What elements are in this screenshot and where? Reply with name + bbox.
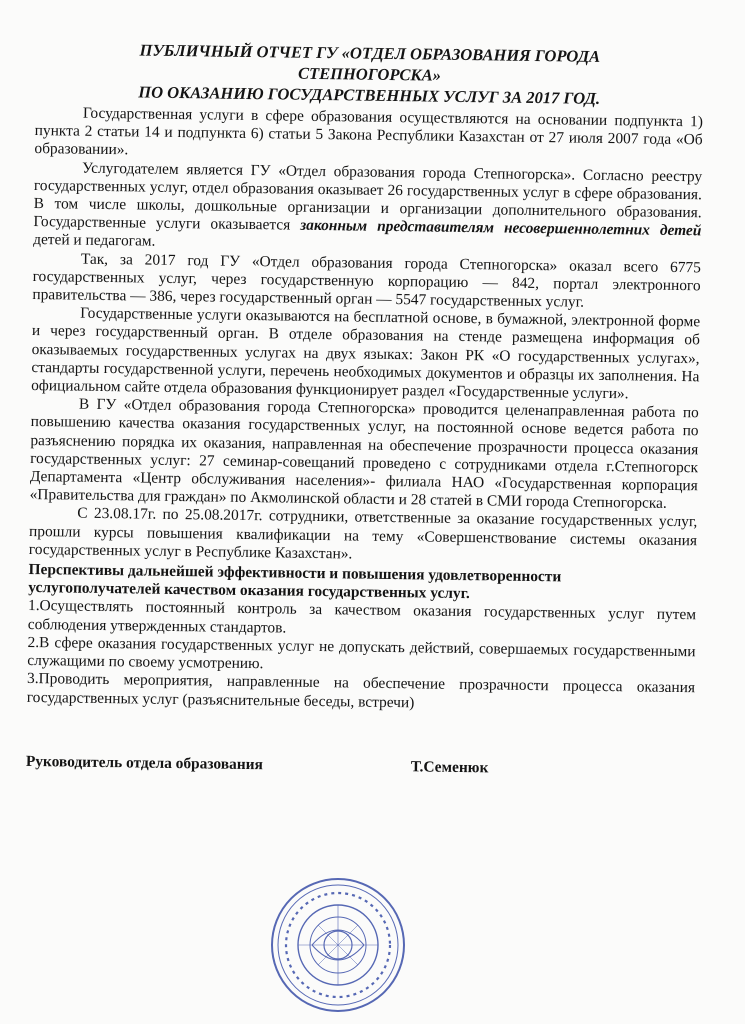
paragraph-service-provider bbox=[33, 159, 702, 259]
title-line-3: ПО ОКАЗАНИЮ ГОСУДАРСТВЕННЫХ УСЛУГ ЗА 2017 ГОД. bbox=[138, 82, 601, 108]
paragraph-service-forms: Государственные услуги оказываются на бесплатной основе, в бумажной, электронной форме и через государственный орган. В отделе образования на стенде размещена информация об оказываемых государственных услугах на двух языках: Закон РК «О государственных услугах», стандарты государственной услуги, перечень необходимых документов и образцы их заполнения. На официальном сайте отдела образования функционирует раздел «Государственные услуги». bbox=[31, 304, 701, 403]
paragraph-text: Услугодателем является ГУ «Отдел образования города Степногорска». Согласно реестру государственных услуг, отдел образования оказывает 26 государственных услуг в сфере образования. В том числе школы, дошкольные организации и организации дополнительного образования. Государственные услуги оказывается bbox=[33, 159, 703, 234]
paragraph-training: С 23.08.17г. по 25.08.2017г. сотрудники, ответственные за оказание государственных услуг, прошли курсы повышения квалификации на тему «Совершенствование системы оказания государственных услуг в Республике Казахстан». bbox=[28, 505, 698, 563]
paragraph-text: детей и педагогам. bbox=[33, 231, 156, 251]
document-sheet bbox=[26, 38, 704, 786]
perspective-item-2: 2.В сфере оказания государственных услуг не допускать действий, совершаемых государственными служащими по своему усмотрению. bbox=[27, 633, 696, 673]
emphasized-text: законным представителям несовершеннолетних детей bbox=[300, 216, 702, 240]
paragraph-legal-basis: Государственная услуги в сфере образования осуществляются на основании подпункта 1) пункта 2 статьи 14 и подпункта 6) статьи 5 Закона Республики Казахстан от 27 июля 2007 года «Об образовании». bbox=[34, 104, 704, 159]
signatory-name: Т.Семенюк bbox=[410, 758, 489, 777]
title-line-2: СТЕПНОГОРСКА» bbox=[297, 63, 442, 85]
perspective-item-1: 1.Осуществлять постоянный контроль за качеством оказания государственных услуг путем соблюдения утвержденных стандартов. bbox=[27, 597, 697, 637]
perspectives-heading: Перспективы дальнейшей эффективности и повышения удовлетворенности услугополучателей качеством оказания государственных услуг. bbox=[28, 561, 562, 603]
signature-block bbox=[26, 753, 694, 786]
official-stamp-icon bbox=[268, 875, 408, 1015]
paragraph-quality-work: В ГУ «Отдел образования города Степногорска» проводится целенаправленная работа по повышению качества оказания государственных услуг, на постоянной основе ведется работа по разъяснению порядка их оказания, направленная на обеспечение прозрачности процесса оказания государственных услуг: 27 семинар-совещаний проведено с сотрудниками отдела г.Степногорск Департамента «Центр обслуживания населения»- филиала НАО «Государственная корпорация «Правительства для граждан» по Акмолинской области и 28 статей в СМИ города Степногорска. bbox=[29, 395, 699, 513]
signatory-position: Руководитель отдела образования bbox=[25, 752, 263, 773]
report-title bbox=[35, 38, 704, 110]
title-line-1: ПУБЛИЧНЫЙ ОТЧЕТ ГУ «ОТДЕЛ ОБРАЗОВАНИЯ ГОРОДА bbox=[139, 40, 601, 66]
report-body bbox=[27, 104, 703, 716]
perspective-item-3: 3.Проводить мероприятия, направленные на обеспечение прозрачности процесса оказания государственных услуг (разъяснительные беседы, встречи) bbox=[26, 670, 696, 711]
paragraph-statistics: Так, за 2017 год ГУ «Отдел образования города Степногорска» оказал всего 6775 государственных услуг, через государственную корпорацию — 842, портал электронного правительства — 386, через государственный орган — 5547 государственных услуг. bbox=[32, 250, 701, 311]
